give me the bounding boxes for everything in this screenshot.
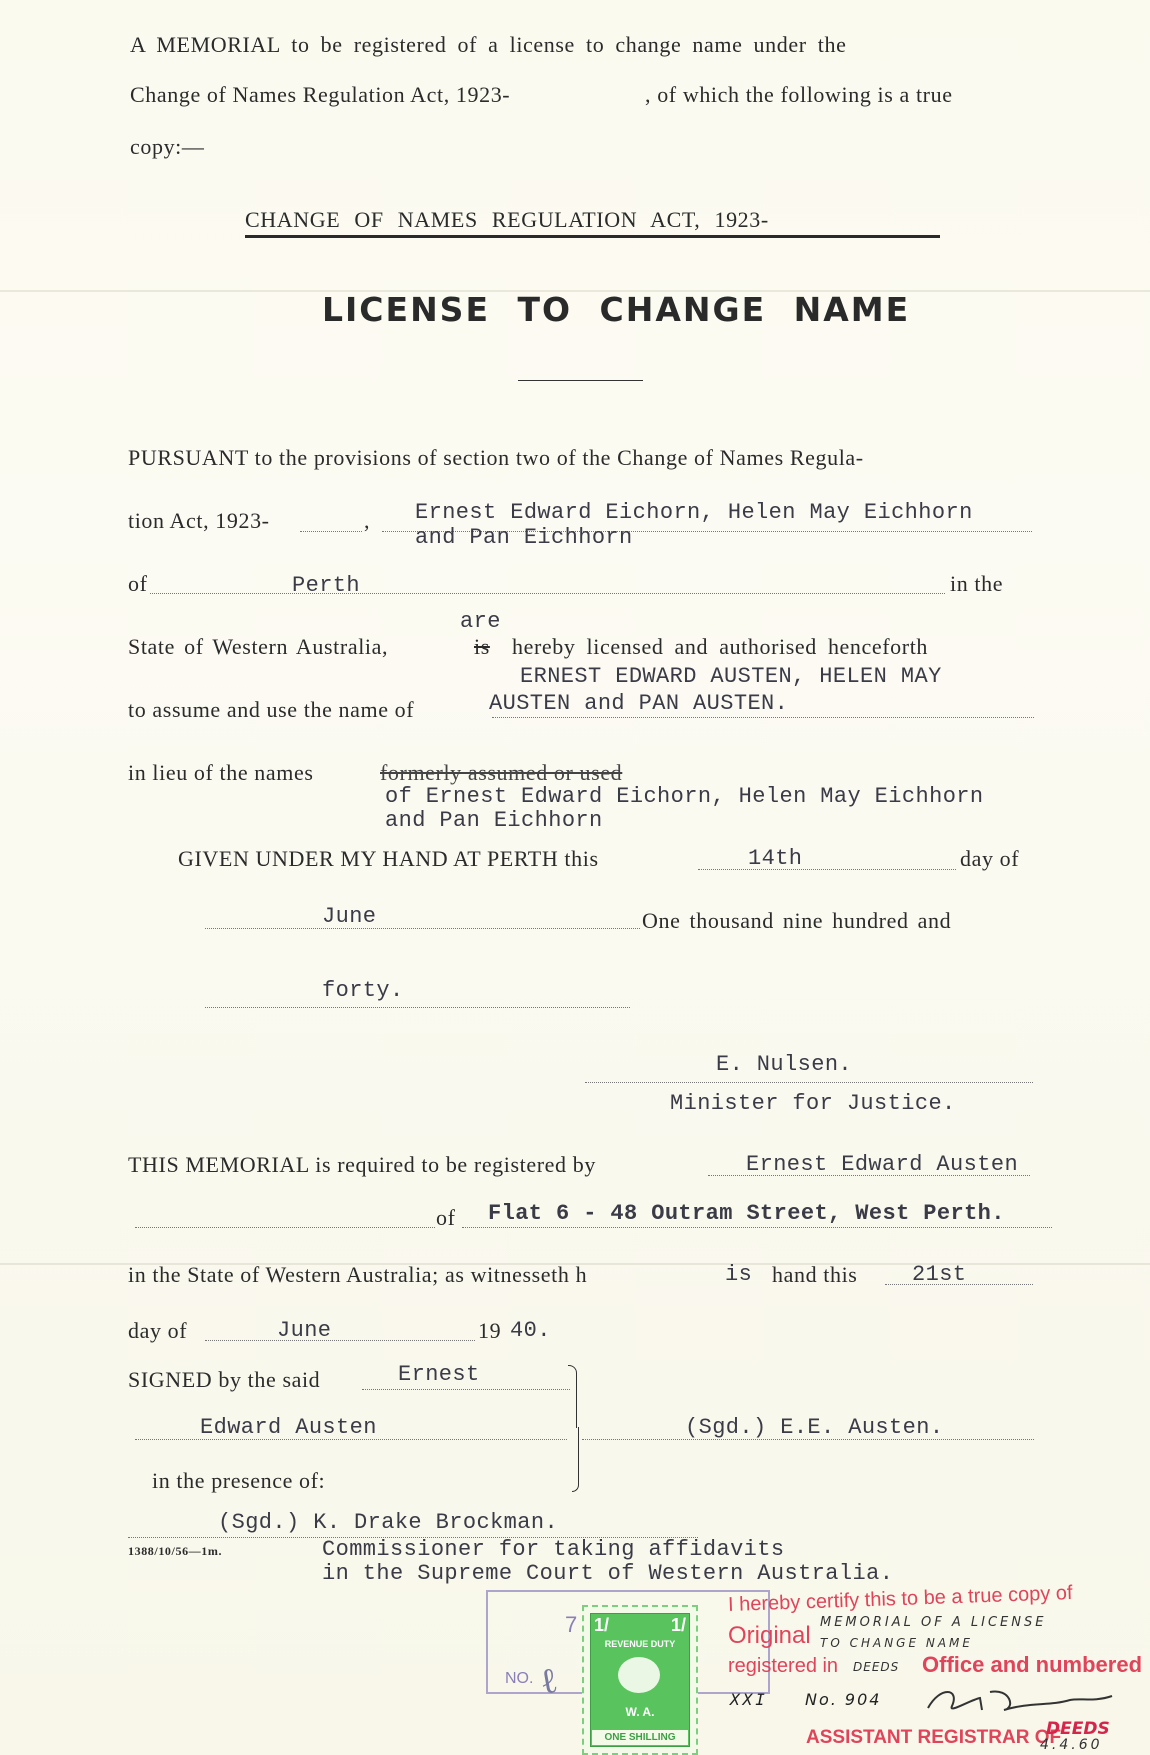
dotted-line bbox=[698, 869, 956, 870]
place-value: Perth bbox=[292, 573, 361, 598]
year-prefix: 19 bbox=[478, 1318, 502, 1343]
licensee-names-2: and Pan Eichhorn bbox=[415, 525, 633, 550]
duty-value-left: 1/ bbox=[594, 1615, 610, 1635]
header-line-2a: Change of Names Regulation Act, 1923- bbox=[130, 82, 511, 107]
given-month: June bbox=[322, 904, 377, 929]
signature-line bbox=[585, 1082, 1033, 1083]
pursuant-line: PURSUANT to the provisions of section two of the Change of Names Regula- bbox=[128, 445, 864, 470]
memorial-required-label: THIS MEMORIAL is required to be registered by bbox=[128, 1152, 596, 1177]
license-title: LICENSE TO CHANGE NAME bbox=[322, 290, 911, 329]
swan-emblem-icon bbox=[618, 1657, 660, 1693]
header-line-3: copy:— bbox=[130, 134, 205, 159]
minister-name: E. Nulsen. bbox=[716, 1052, 853, 1077]
revenue-duty-stamp bbox=[582, 1605, 698, 1755]
title-rule bbox=[518, 380, 643, 381]
registrar-label: ASSISTANT REGISTRAR OF bbox=[806, 1727, 1062, 1748]
of-label: of bbox=[128, 571, 148, 596]
duty-state: W. A. bbox=[625, 1705, 655, 1719]
witness-title-2: in the Supreme Court of Western Australia. bbox=[322, 1561, 894, 1586]
registrar-hand: DEEDS bbox=[1046, 1719, 1110, 1739]
number-stamp-value-mark: ℓ bbox=[536, 1659, 561, 1704]
dotted-line bbox=[205, 1340, 475, 1341]
minister-title: Minister for Justice. bbox=[670, 1091, 956, 1116]
given-day: 14th bbox=[748, 846, 803, 871]
duty-value-right: 1/ bbox=[670, 1615, 686, 1635]
heading-underline bbox=[245, 235, 940, 238]
deed-number: No. 904 bbox=[805, 1690, 882, 1709]
day-of-label: day of bbox=[960, 846, 1020, 871]
are-correction: are bbox=[460, 609, 501, 634]
dotted-line bbox=[135, 1227, 435, 1228]
state-line-b: hereby licensed and authorised henceforth bbox=[512, 634, 928, 659]
number-stamp-label: NO. bbox=[505, 1670, 534, 1687]
header-line-2b: , of which the following is a true bbox=[645, 82, 953, 107]
cert-hand-2a: MEMORIAL OF A LICENSE bbox=[820, 1615, 1047, 1630]
witness-title-1: Commissioner for taking affidavits bbox=[322, 1537, 785, 1562]
cert-hand-3: DEEDS bbox=[853, 1660, 900, 1674]
of-label-2: of bbox=[436, 1205, 456, 1230]
year-words: forty. bbox=[322, 978, 404, 1003]
year-suffix: 40. bbox=[510, 1318, 551, 1343]
registrant-name: Ernest Edward Austen bbox=[746, 1152, 1019, 1177]
registrar-signature-icon bbox=[920, 1680, 1120, 1720]
thousand-label: One thousand nine hundred and bbox=[642, 908, 952, 933]
witness-month: June bbox=[277, 1318, 332, 1343]
signer-first: Ernest bbox=[398, 1362, 480, 1387]
act-heading: CHANGE OF NAMES REGULATION ACT, 1923- bbox=[245, 207, 769, 232]
old-names-2: and Pan Eichhorn bbox=[385, 808, 603, 833]
in-the-label: in the bbox=[950, 571, 1004, 596]
duty-band: REVENUE DUTY bbox=[604, 1639, 676, 1649]
dotted-line bbox=[492, 717, 1034, 718]
dotted-line bbox=[462, 1227, 1052, 1228]
in-lieu-label: in lieu of the names bbox=[128, 760, 314, 785]
new-names-2: AUSTEN and PAN AUSTEN. bbox=[489, 691, 789, 716]
cert-line-1: I hereby certify this to be a true copy of bbox=[727, 1581, 1073, 1617]
given-label: GIVEN UNDER MY HAND AT PERTH this bbox=[178, 846, 599, 871]
print-reference: 1388/10/56—1m. bbox=[128, 1544, 223, 1558]
cert-line-3a: registered in bbox=[728, 1655, 839, 1677]
duty-bottom: ONE SHILLING bbox=[592, 1730, 688, 1745]
dotted-line bbox=[300, 531, 362, 532]
cert-line-3b: Office and numbered bbox=[922, 1652, 1143, 1677]
struck-is: is bbox=[474, 634, 490, 659]
tion-act-label: tion Act, 1923- bbox=[128, 508, 270, 533]
registrant-address: Flat 6 - 48 Outram Street, West Perth. bbox=[488, 1201, 1005, 1226]
assume-label: to assume and use the name of bbox=[128, 697, 415, 722]
number-stamp-value: 7 bbox=[565, 1612, 578, 1637]
witness-signature: (Sgd.) K. Drake Brockman. bbox=[218, 1510, 559, 1535]
header-line-1: A MEMORIAL to be registered of a license to change name under the bbox=[130, 32, 847, 57]
dotted-line bbox=[362, 1389, 570, 1390]
witness-day: 21st bbox=[912, 1262, 967, 1287]
dotted-line bbox=[205, 1007, 630, 1008]
comma: , bbox=[364, 508, 371, 533]
signer-rest: Edward Austen bbox=[200, 1415, 377, 1440]
state-label-b: hand this bbox=[772, 1262, 858, 1287]
old-names-1: of Ernest Edward Eichorn, Helen May Eichhorn bbox=[385, 784, 984, 809]
brace-top bbox=[568, 1365, 577, 1428]
registration-date: 4.4.60 bbox=[1040, 1737, 1103, 1753]
deed-book: XXI bbox=[730, 1690, 768, 1709]
cert-line-2a: Original bbox=[728, 1622, 811, 1649]
dotted-line bbox=[205, 928, 640, 929]
signer-signature: (Sgd.) E.E. Austen. bbox=[685, 1415, 944, 1440]
new-names-1: ERNEST EDWARD AUSTEN, HELEN MAY bbox=[520, 664, 942, 689]
state-line-a: State of Western Australia, bbox=[128, 634, 389, 659]
presence-label: in the presence of: bbox=[152, 1468, 326, 1493]
cert-hand-2b: TO CHANGE NAME bbox=[820, 1636, 973, 1650]
state-label-a: in the State of Western Australia; as witnesseth h bbox=[128, 1262, 588, 1287]
signed-label: SIGNED by the said bbox=[128, 1367, 321, 1392]
brace-bottom bbox=[572, 1427, 579, 1492]
struck-formerly: formerly assumed or used bbox=[380, 760, 623, 785]
his-value: is bbox=[725, 1262, 753, 1287]
licensee-names-1: Ernest Edward Eichorn, Helen May Eichhorn bbox=[415, 500, 973, 525]
day-of-label-2: day of bbox=[128, 1318, 188, 1343]
dotted-line bbox=[150, 593, 945, 594]
